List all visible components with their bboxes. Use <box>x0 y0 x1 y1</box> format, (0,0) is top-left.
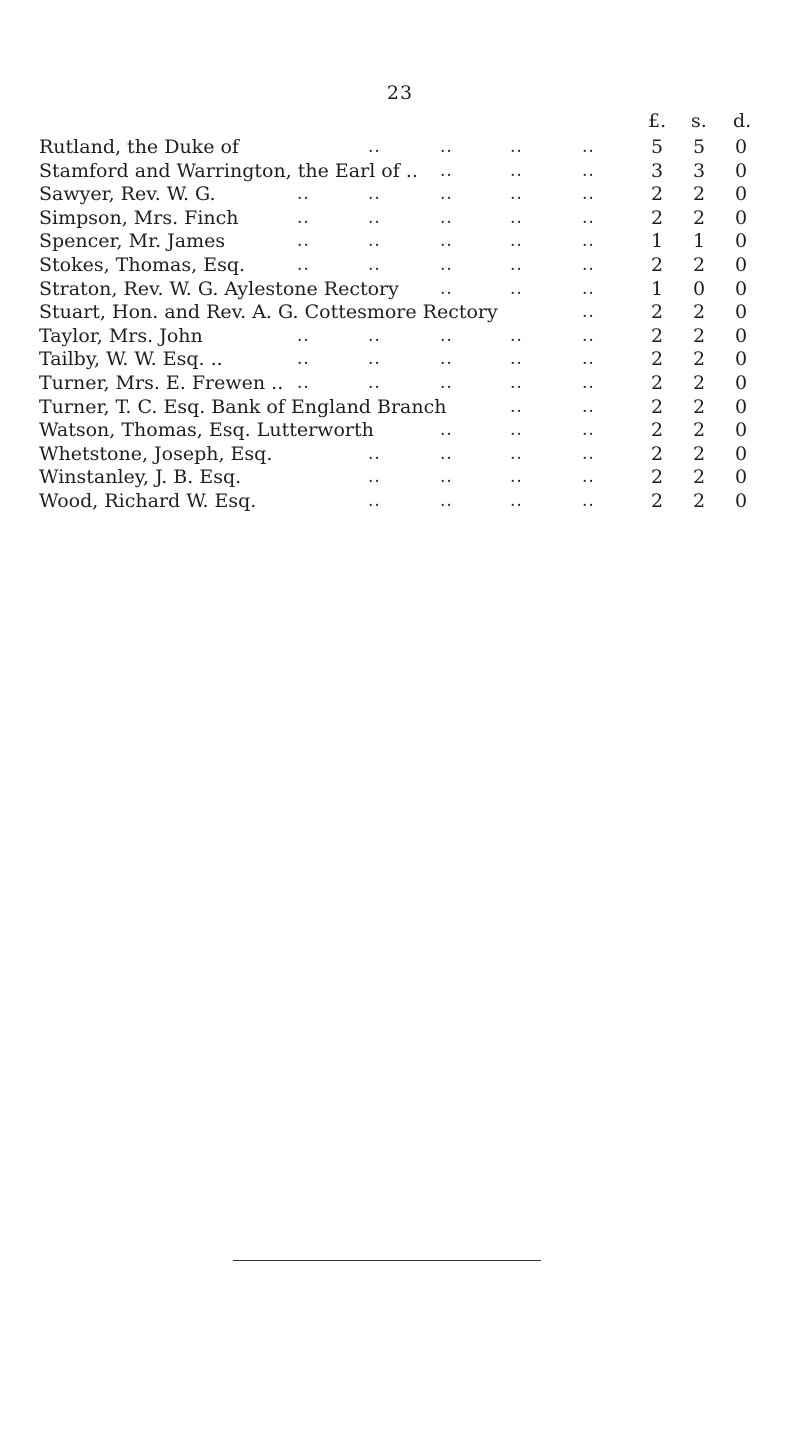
pounds-amount: 2 <box>650 301 664 324</box>
subscriber-entry <box>0 278 800 302</box>
leader-dots: .. <box>440 443 453 464</box>
shillings-amount: 2 <box>692 419 706 442</box>
pence-amount: 0 <box>734 253 748 276</box>
leader-dots: .. <box>582 396 595 417</box>
pence-amount: 0 <box>734 419 748 442</box>
pounds-amount: 2 <box>650 489 664 512</box>
leader-dots: .. <box>368 325 381 346</box>
leader-dots: .. <box>510 420 523 441</box>
leader-dots: .. <box>582 443 595 464</box>
subscriber-name: Simpson, Mrs. Finch <box>39 206 239 229</box>
pounds-amount: 1 <box>650 230 664 253</box>
leader-dots: .. <box>368 443 381 464</box>
leader-dots: .. <box>582 467 595 488</box>
pence-amount: 0 <box>734 136 748 158</box>
shillings-amount: 2 <box>692 442 706 465</box>
subscriber-name: Taylor, Mrs. John <box>39 324 203 347</box>
shillings-amount: 2 <box>692 253 706 276</box>
subscriber-entry <box>0 466 800 490</box>
subscriber-entry <box>0 207 800 231</box>
pence-amount: 0 <box>734 159 748 182</box>
leader-dots: .. <box>510 349 523 370</box>
leader-dots: .. <box>440 137 453 157</box>
leader-dots: .. <box>440 207 453 228</box>
subscriber-name: Turner, T. C. Esq. Bank of England Branch <box>39 395 447 418</box>
leader-dots: .. <box>582 207 595 228</box>
leader-dots: .. <box>368 184 381 205</box>
leader-dots: .. <box>440 349 453 370</box>
shillings-amount: 2 <box>692 395 706 418</box>
subscriber-entry <box>0 443 800 467</box>
leader-dots: .. <box>297 207 310 228</box>
leader-dots: .. <box>510 231 523 252</box>
subscriber-name: Wood, Richard W. Esq. <box>39 489 257 512</box>
leader-dots: .. <box>510 490 523 511</box>
leader-dots: .. <box>582 231 595 252</box>
leader-dots: .. <box>368 207 381 228</box>
pence-amount: 0 <box>734 466 748 489</box>
leader-dots: .. <box>582 302 595 323</box>
pounds-column-header: £. <box>648 110 667 132</box>
pence-amount: 0 <box>734 183 748 206</box>
leader-dots: .. <box>440 231 453 252</box>
leader-dots: .. <box>582 278 595 299</box>
subscriber-name: Rutland, the Duke of <box>39 136 239 158</box>
leader-dots: .. <box>440 184 453 205</box>
shillings-amount: 2 <box>692 206 706 229</box>
leader-dots: .. <box>510 207 523 228</box>
leader-dots: .. <box>440 278 453 299</box>
subscriber-name: Spencer, Mr. James <box>39 230 226 253</box>
leader-dots: .. <box>297 254 310 275</box>
leader-dots: .. <box>510 467 523 488</box>
subscriber-entry <box>0 136 800 160</box>
leader-dots: .. <box>440 490 453 511</box>
leader-dots: .. <box>368 372 381 393</box>
pence-amount: 0 <box>734 324 748 347</box>
pence-amount: 0 <box>734 301 748 324</box>
leader-dots: .. <box>582 420 595 441</box>
leader-dots: .. <box>510 184 523 205</box>
leader-dots: .. <box>297 231 310 252</box>
pence-amount: 0 <box>734 348 748 371</box>
shillings-column-header: s. <box>691 110 707 132</box>
shillings-amount: 0 <box>692 277 706 300</box>
leader-dots: .. <box>297 349 310 370</box>
pounds-amount: 2 <box>650 466 664 489</box>
leader-dots: .. <box>510 278 523 299</box>
subscriber-name: Watson, Thomas, Esq. Lutterworth <box>39 419 374 442</box>
pounds-amount: 5 <box>650 136 664 158</box>
subscriber-entry <box>0 419 800 443</box>
subscriber-name: Sawyer, Rev. W. G. <box>39 183 216 206</box>
leader-dots: .. <box>440 160 453 181</box>
leader-dots: .. <box>440 467 453 488</box>
shillings-amount: 3 <box>692 159 706 182</box>
shillings-amount: 1 <box>692 230 706 253</box>
subscriber-name: Stokes, Thomas, Esq. <box>39 253 246 276</box>
shillings-amount: 5 <box>692 136 706 158</box>
subscriber-name: Whetstone, Joseph, Esq. <box>39 442 273 465</box>
leader-dots: .. <box>368 349 381 370</box>
pence-amount: 0 <box>734 395 748 418</box>
leader-dots: .. <box>368 231 381 252</box>
shillings-amount: 2 <box>692 348 706 371</box>
shillings-amount: 2 <box>692 489 706 512</box>
subscriber-entry <box>0 183 800 207</box>
leader-dots: .. <box>297 184 310 205</box>
leader-dots: .. <box>368 467 381 488</box>
leader-dots: .. <box>582 184 595 205</box>
leader-dots: .. <box>368 490 381 511</box>
leader-dots: .. <box>440 372 453 393</box>
page-number: 23 <box>386 82 414 104</box>
leader-dots: .. <box>582 137 595 157</box>
subscriber-entry <box>0 160 800 184</box>
subscriber-entry <box>0 254 800 278</box>
leader-dots: .. <box>297 325 310 346</box>
pounds-amount: 2 <box>650 442 664 465</box>
shillings-amount: 2 <box>692 301 706 324</box>
leader-dots: .. <box>510 443 523 464</box>
shillings-amount: 2 <box>692 183 706 206</box>
pence-amount: 0 <box>734 442 748 465</box>
leader-dots: .. <box>510 254 523 275</box>
pounds-amount: 2 <box>650 324 664 347</box>
leader-dots: .. <box>440 420 453 441</box>
leader-dots: .. <box>297 372 310 393</box>
pence-amount: 0 <box>734 489 748 512</box>
subscriber-name: Turner, Mrs. E. Frewen .. <box>39 371 284 394</box>
pounds-amount: 1 <box>650 277 664 300</box>
pounds-amount: 2 <box>650 348 664 371</box>
pounds-amount: 2 <box>650 395 664 418</box>
shillings-amount: 2 <box>692 324 706 347</box>
pounds-amount: 3 <box>650 159 664 182</box>
shillings-amount: 2 <box>692 466 706 489</box>
subscriber-entry <box>0 490 800 514</box>
subscriber-name: Tailby, W. W. Esq. .. <box>39 348 223 371</box>
leader-dots: .. <box>582 325 595 346</box>
subscriber-entry <box>0 230 800 254</box>
leader-dots: .. <box>582 372 595 393</box>
leader-dots: .. <box>510 325 523 346</box>
pence-amount: 0 <box>734 277 748 300</box>
pence-amount: 0 <box>734 206 748 229</box>
leader-dots: .. <box>510 396 523 417</box>
leader-dots: .. <box>582 160 595 181</box>
subscriber-entry <box>0 396 800 420</box>
subscriber-entry <box>0 348 800 372</box>
subscriber-list <box>0 136 800 514</box>
leader-dots: .. <box>368 137 381 157</box>
subscriber-entry <box>0 372 800 396</box>
section-rule <box>233 1260 541 1261</box>
pence-amount: 0 <box>734 371 748 394</box>
leader-dots: .. <box>510 372 523 393</box>
leader-dots: .. <box>440 325 453 346</box>
subscriber-entry <box>0 325 800 349</box>
subscriber-name: Stamford and Warrington, the Earl of .. <box>39 159 418 182</box>
leader-dots: .. <box>510 160 523 181</box>
pence-column-header: d. <box>733 110 752 132</box>
pounds-amount: 2 <box>650 183 664 206</box>
leader-dots: .. <box>440 254 453 275</box>
subscriber-entry <box>0 301 800 325</box>
subscriber-name: Stuart, Hon. and Rev. A. G. Cottesmore Rectory <box>39 301 498 324</box>
leader-dots: .. <box>582 349 595 370</box>
subscriber-name: Straton, Rev. W. G. Aylestone Rectory <box>39 277 399 300</box>
leader-dots: .. <box>368 254 381 275</box>
pounds-amount: 2 <box>650 419 664 442</box>
leader-dots: .. <box>582 490 595 511</box>
leader-dots: .. <box>582 254 595 275</box>
pence-amount: 0 <box>734 230 748 253</box>
pounds-amount: 2 <box>650 253 664 276</box>
leader-dots: .. <box>510 137 523 157</box>
shillings-amount: 2 <box>692 371 706 394</box>
pounds-amount: 2 <box>650 206 664 229</box>
subscriber-name: Winstanley, J. B. Esq. <box>39 466 242 489</box>
pounds-amount: 2 <box>650 371 664 394</box>
